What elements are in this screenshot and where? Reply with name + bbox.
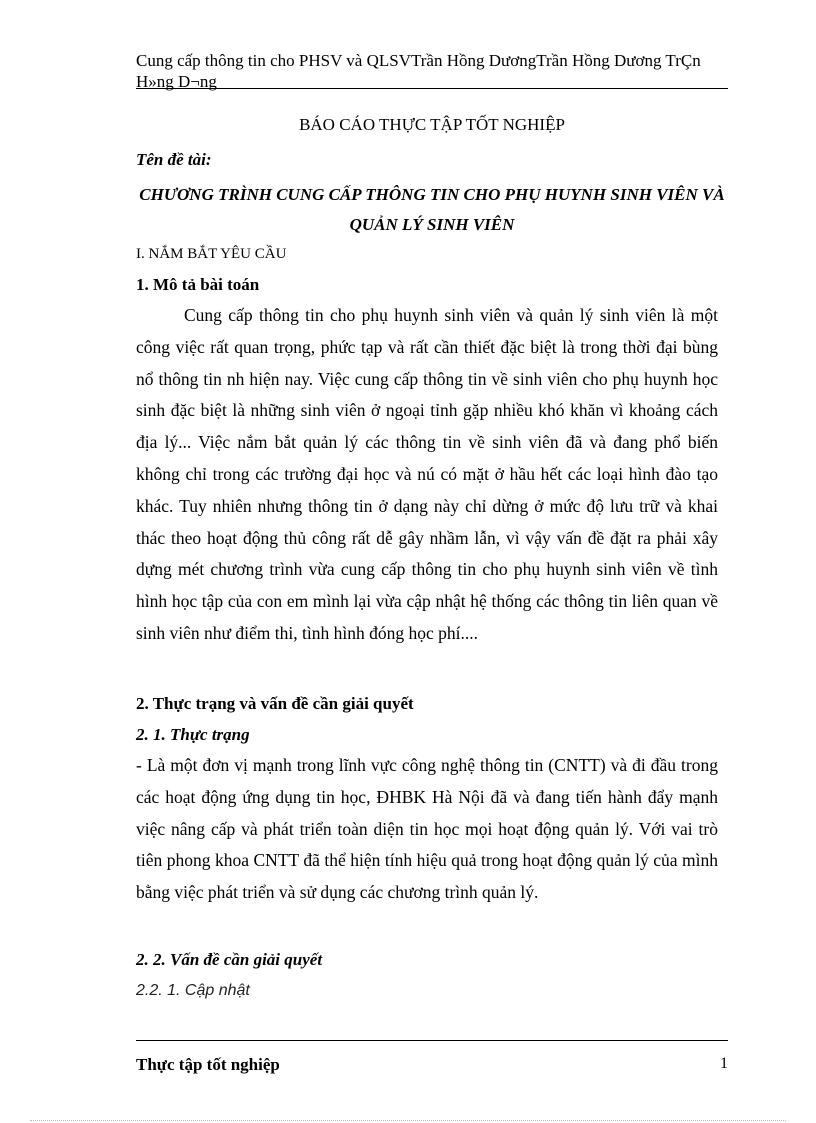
section-heading: I. NẮM BẮT YÊU CẦU bbox=[136, 246, 287, 262]
subsection-heading-status-and-issues: 2. Thực trạng và vấn đề cần giải quyết bbox=[136, 694, 414, 713]
page-bottom-edge bbox=[30, 1120, 786, 1121]
footer-label: Thực tập tốt nghiệp bbox=[136, 1055, 280, 1074]
report-title: BÁO CÁO THỰC TẬP TỐT NGHIỆP bbox=[299, 115, 565, 134]
subsection-heading-describe-problem: 1. Mô tả bài toán bbox=[136, 275, 260, 294]
status-paragraph: - Là một đơn vị mạnh trong lĩnh vực công nghệ thông tin (CNTT) và đi đầu trong các hoạt động ứng dụng tin học, ĐHBK Hà Nội đã và đang tiến hành đẩy mạnh việc nâng cấp và phát triển toàn diện tin học mọi hoạt động quản lý. Với vai trò tiên phong khoa CNTT đã thể hiện tính hiệu quả trong hoạt động quản lý của mình bằng việc phát triển và sử dụng các chương trình quản lý. bbox=[136, 755, 718, 903]
running-header: Cung cấp thông tin cho PHSV và QLSVTrần Hồng DươngTrần Hồng Dương TrÇn H»ng D¬ng bbox=[136, 51, 701, 91]
subsection-heading-status: 2. 1. Thực trạng bbox=[136, 725, 250, 744]
topic-label: Tên đề tài: bbox=[136, 150, 212, 169]
topic-title: CHƯƠNG TRÌNH CUNG CẤP THÔNG TIN CHO PHỤ HUYNH SINH VIÊN VÀ QUẢN LÝ SINH VIÊN bbox=[139, 185, 725, 234]
problem-description-paragraph: Cung cấp thông tin cho phụ huynh sinh viên và quản lý sinh viên là một công việc rất quan trọng, phức tạp và rất cần thiết đặc biệt là trong thời đại bùng nổ thông tin nh hiện nay. Việc cung cấp thông tin về sinh viên cho phụ huynh học sinh đặc biệt là những sinh viên ở ngoại tỉnh gặp nhiều khó khăn vì khoảng cách địa lý... Việc nắm bắt quản lý các thông tin về sinh viên đã và đang phổ biến không chỉ trong các trường đại học và nú có mặt ở hầu hết các loại hình đào tạo khác. Tuy nhiên nhưng thông tin ở dạng này chỉ dừng ở mức độ lưu trữ và khai thác theo hoạt động thủ công rất dễ gây nhầm lẫn, vì vậy vấn đề đặt ra phải xây dựng mét chương trình vừa cung cấp thông tin cho phụ huynh sinh viên về tình hình học tập của con em mình lại vừa cập nhật hệ thống các thông tin liên quan về sinh viên như điểm thi, tình hình đóng học phí.... bbox=[136, 305, 718, 643]
subsection-heading-issues-to-solve: 2. 2. Vấn đề cần giải quyết bbox=[136, 950, 323, 969]
header-divider bbox=[136, 88, 728, 89]
page-number: 1 bbox=[720, 1055, 728, 1072]
subsection-heading-update: 2.2. 1. Cập nhật bbox=[136, 982, 250, 999]
footer-divider bbox=[136, 1040, 728, 1041]
